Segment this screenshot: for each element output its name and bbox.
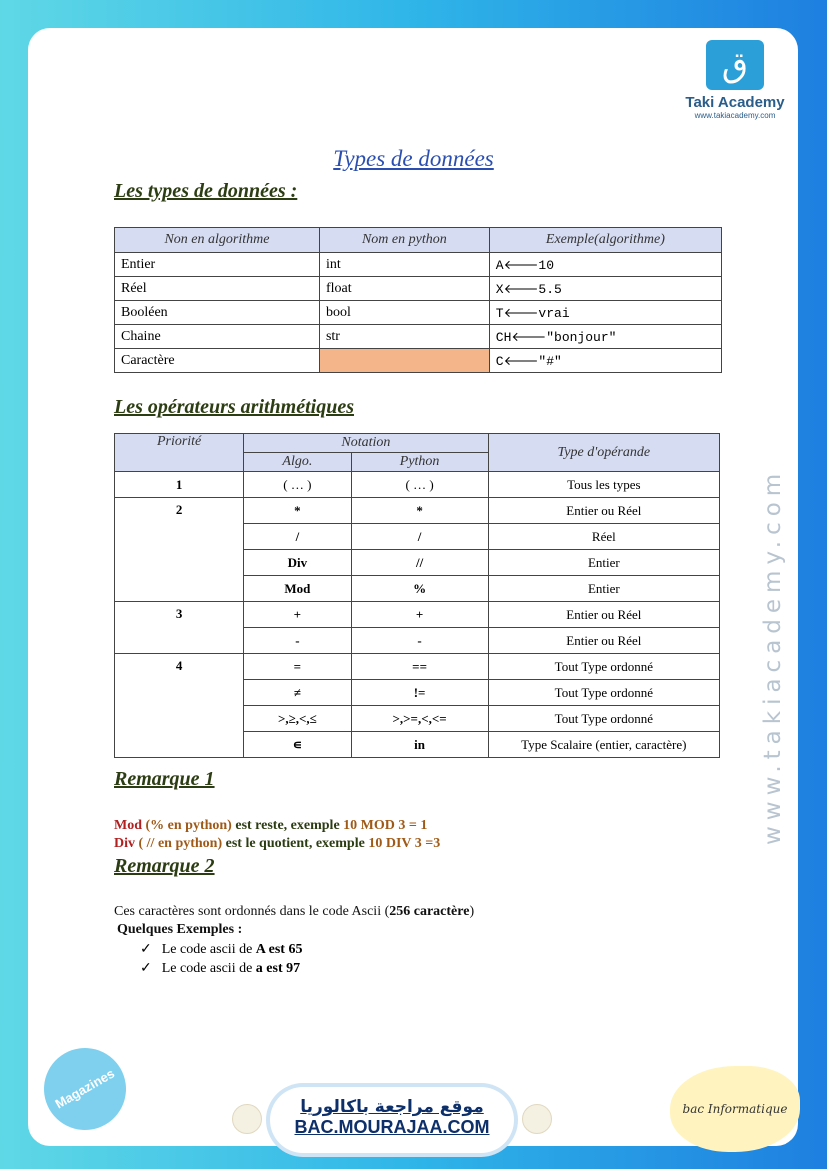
list-item: ✓ Le code ascii de A est 65 <box>140 942 303 957</box>
cell: Tout Type ordonné <box>488 706 719 732</box>
cell: ( … ) <box>244 472 351 498</box>
cell: Réel <box>115 277 320 301</box>
cell: Div <box>244 550 351 576</box>
cell: X🡐5.5 <box>489 277 721 301</box>
magazines-logo: Magazines <box>29 1033 141 1145</box>
cell: in <box>351 732 488 758</box>
bac-informatique-logo: bac Informatique <box>670 1066 800 1152</box>
cell: + <box>244 602 351 628</box>
types-header-python: Nom en python <box>319 228 489 253</box>
vertical-watermark: www.takiacademy.com <box>760 467 786 845</box>
cell: == <box>351 654 488 680</box>
highlighted-cell <box>319 349 489 373</box>
cell: float <box>319 277 489 301</box>
bac-logo-icon <box>522 1104 552 1134</box>
remarque1-heading: Remarque 1 <box>114 768 215 790</box>
cell: + <box>351 602 488 628</box>
ops-header-python: Python <box>351 453 488 472</box>
operators-table <box>114 433 720 758</box>
section-heading-types: Les types de données : <box>114 180 298 202</box>
cell: ∊ <box>244 732 351 758</box>
remarque2-heading: Remarque 2 <box>114 855 215 877</box>
section-heading-operators: Les opérateurs arithmétiques <box>114 396 355 418</box>
cell: // <box>351 550 488 576</box>
cell: >,>=,<,<= <box>351 706 488 732</box>
examples-label: Quelques Exemples : <box>117 922 243 937</box>
cell: Type Scalaire (entier, caractère) <box>488 732 719 758</box>
cell: A🡐10 <box>489 253 721 277</box>
priority-cell: 1 <box>115 472 244 498</box>
priority-cell: 2 <box>115 498 244 602</box>
cell: Tout Type ordonné <box>488 654 719 680</box>
cell: = <box>244 654 351 680</box>
priority-cell: 3 <box>115 602 244 654</box>
cell: T🡐vrai <box>489 301 721 325</box>
cell: Entier <box>115 253 320 277</box>
list-item: ✓ Le code ascii de a est 97 <box>140 961 301 976</box>
ops-header-type: Type d'opérande <box>488 434 719 472</box>
cell: >,≥,<,≤ <box>244 706 351 732</box>
cell: * <box>244 498 351 524</box>
types-table <box>114 227 722 373</box>
checkmark-icon: ✓ <box>140 942 152 957</box>
cell: Caractère <box>115 349 320 373</box>
cell: Booléen <box>115 301 320 325</box>
taki-academy-logo <box>672 40 798 140</box>
table-row <box>115 654 720 680</box>
table-row <box>115 602 720 628</box>
types-header-algo: Non en algorithme <box>115 228 320 253</box>
cell: * <box>351 498 488 524</box>
remarque1-line2: Div ( // en python) est le quotient, exemple 10 DIV 3 =3 <box>114 836 441 851</box>
cell: str <box>319 325 489 349</box>
cell: / <box>351 524 488 550</box>
remarque1-line1: Mod (% en python) est reste, exemple 10 MOD 3 = 1 <box>114 818 428 833</box>
cell: % <box>351 576 488 602</box>
table-row <box>115 349 722 373</box>
brand-name: Taki Academy <box>685 94 785 111</box>
remarque2-intro: Ces caractères sont ordonnés dans le code Ascii (256 caractère) <box>114 904 475 919</box>
table-row <box>115 472 720 498</box>
cell: Chaine <box>115 325 320 349</box>
types-header-example: Exemple(algorithme) <box>489 228 721 253</box>
table-row <box>115 325 722 349</box>
cell: / <box>244 524 351 550</box>
cell: ( … ) <box>351 472 488 498</box>
cell: Tous les types <box>488 472 719 498</box>
taki-logo-icon: ق <box>706 40 764 90</box>
cell: Entier ou Réel <box>488 602 719 628</box>
table-row <box>115 301 722 325</box>
cell: CH🡐"bonjour" <box>489 325 721 349</box>
ops-header-notation: Notation <box>244 434 488 453</box>
cell: Entier <box>488 576 719 602</box>
footer-url-link[interactable]: BAC.MOURAJAA.COM <box>294 1117 490 1137</box>
footer-arabic-text: موقع مراجعة باكالوريا <box>300 1097 484 1117</box>
table-row <box>115 277 722 301</box>
cell: bool <box>319 301 489 325</box>
cell: C🡐"#" <box>489 349 721 373</box>
cell: Réel <box>488 524 719 550</box>
brand-url: www.takiacademy.com <box>694 111 776 120</box>
cell: Entier ou Réel <box>488 498 719 524</box>
cell: ≠ <box>244 680 351 706</box>
page-title: Types de données <box>333 146 494 171</box>
bac-logo-icon <box>232 1104 262 1134</box>
cell: Mod <box>244 576 351 602</box>
table-row <box>115 498 720 524</box>
cell: Tout Type ordonné <box>488 680 719 706</box>
cell: Entier ou Réel <box>488 628 719 654</box>
cell: Entier <box>488 550 719 576</box>
cell: != <box>351 680 488 706</box>
cell: int <box>319 253 489 277</box>
ops-header-priority: Priorité <box>115 434 244 472</box>
priority-cell: 4 <box>115 654 244 758</box>
cell: - <box>351 628 488 654</box>
ops-header-algo: Algo. <box>244 453 351 472</box>
table-row <box>115 253 722 277</box>
cell: - <box>244 628 351 654</box>
checkmark-icon: ✓ <box>140 961 152 976</box>
footer-badge[interactable] <box>270 1087 514 1153</box>
